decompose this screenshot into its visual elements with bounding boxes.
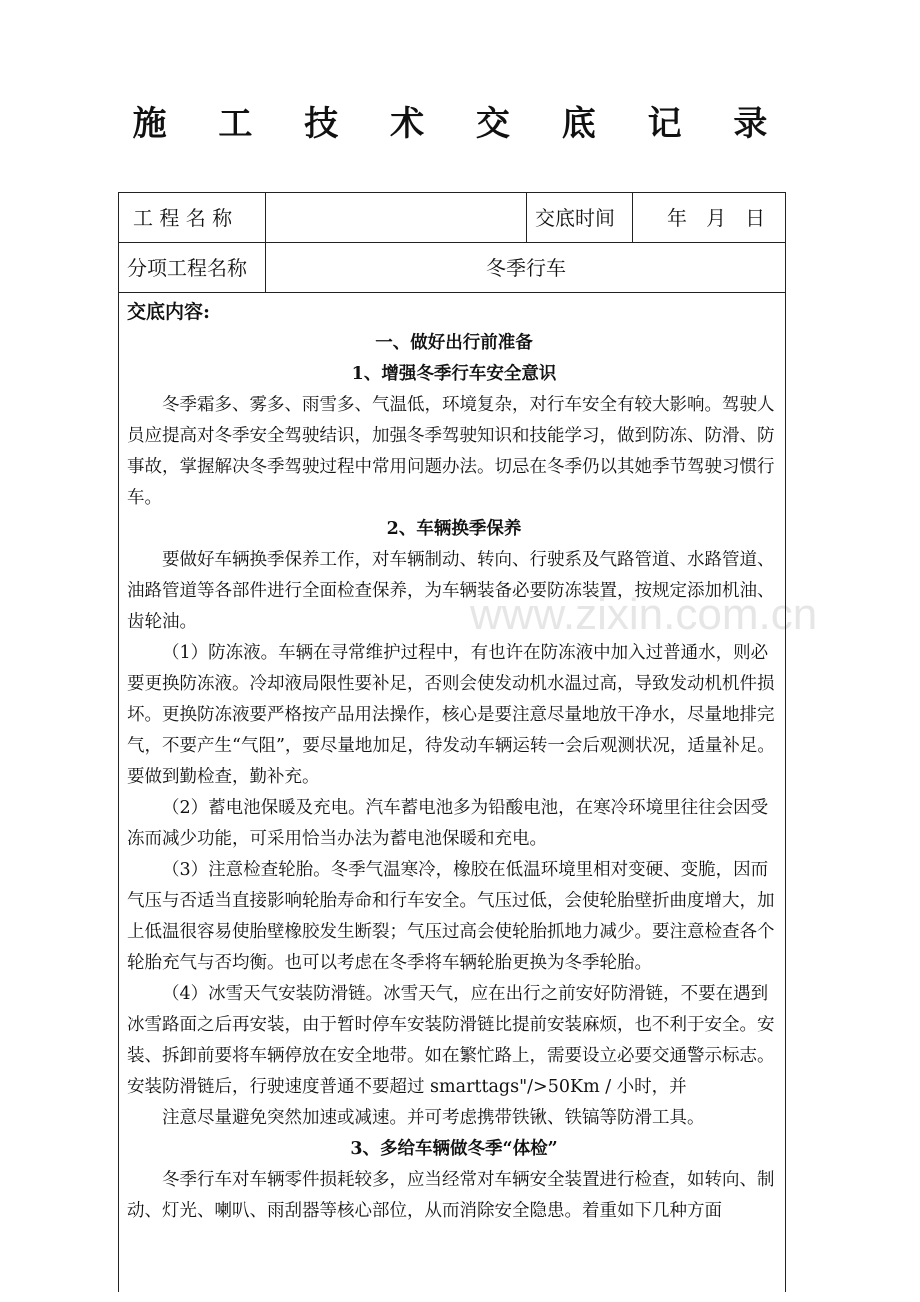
- col-divider: [632, 193, 633, 242]
- page-title: 施 工 技 术 交 底 记 录: [132, 104, 788, 144]
- record-table: [118, 192, 786, 1292]
- paragraph: 要做好车辆换季保养工作，对车辆制动、转向、行驶系及气路管道、水路管道、油路管道等各部件进行全面检查保养，为车辆装备必要防冻装置，按规定添加机油、齿轮油。: [127, 550, 775, 632]
- sub-project-label: 分项工程名称: [127, 256, 247, 280]
- section-heading: 一、做好出行前准备: [375, 333, 533, 353]
- project-name-value: [275, 193, 520, 243]
- paragraph: 注意尽量避免突然加速或减速。并可考虑携带铁锹、铁镐等防滑工具。: [162, 1108, 705, 1128]
- paragraph: （4）冰雪天气安装防滑链。冰雪天气，应在出行之前安好防滑链，不要在遇到冰雪路面之后再安装，由于暂时停车安装防滑链比提前安装麻烦，也不利于安全。安装、拆卸前要将车辆停放在安全地带。如在繁忙路上，需要设立必要交通警示标志。安装防滑链后，行驶速度普通不要超过 smarttags"/>50Km / 小时，并: [127, 984, 775, 1097]
- paragraph: 冬季行车对车辆零件损耗较多，应当经常对车辆安全装置进行检查，如转向、制动、灯光、喇叭、雨刮器等核心部位，从而消除安全隐患。着重如下几种方面: [127, 1170, 775, 1221]
- sub-project-value: 冬季行车: [486, 256, 566, 280]
- content-label: 交底内容:: [127, 301, 211, 323]
- content-body: [127, 297, 781, 1227]
- watermark: www.zixin.com.cn: [470, 590, 818, 639]
- project-name-label: 工 程 名 称: [133, 206, 233, 230]
- paragraph: （2）蓄电池保暖及充电。汽车蓄电池多为铅酸电池，在寒冷环境里往往会因受冻而减少功能，可采用恰当办法为蓄电池保暖和充电。: [127, 798, 769, 849]
- date-value: 年 月 日: [667, 206, 766, 230]
- subsection-heading: 1、增强冬季行车安全意识: [351, 364, 557, 384]
- subsection-heading: 3、多给车辆做冬季“体检”: [350, 1139, 558, 1159]
- date-label: 交底时间: [535, 206, 615, 230]
- paragraph: （1）防冻液。车辆在寻常维护过程中，有也许在防冻液中加入过普通水，则必要更换防冻液。冷却液局限性要补足，否则会使发动机水温过高，导致发动机机件损坏。更换防冻液要严格按产品用法操作，核心是要注意尽量地放干净水，尽量地排完气，不要产生“气阻”，要尽量地加足，待发动车辆运转一会后观测状况，适量补足。要做到勤检查，勤补充。: [127, 643, 775, 787]
- subsection-heading: 2、车辆换季保养: [386, 519, 522, 539]
- col-divider: [526, 193, 527, 242]
- paragraph: （3）注意检查轮胎。冬季气温寒冷，橡胶在低温环境里相对变硬、变脆，因而气压与否适当直接影响轮胎寿命和行车安全。气压过低，会使轮胎壁折曲度增大，加上低温很容易使胎壁橡胶发生断裂；气压过高会使轮胎抓地力减少。要注意检查各个轮胎充气与否均衡。也可以考虑在冬季将车辆轮胎更换为冬季轮胎。: [127, 860, 775, 973]
- paragraph: 冬季霜多、雾多、雨雪多、气温低，环境复杂，对行车安全有较大影响。驾驶人员应提高对冬季安全驾驶结识，加强冬季驾驶知识和技能学习，做到防冻、防滑、防事故，掌握解决冬季驾驶过程中常用问题办法。切忌在冬季仍以其她季节驾驶习惯行车。: [127, 395, 775, 508]
